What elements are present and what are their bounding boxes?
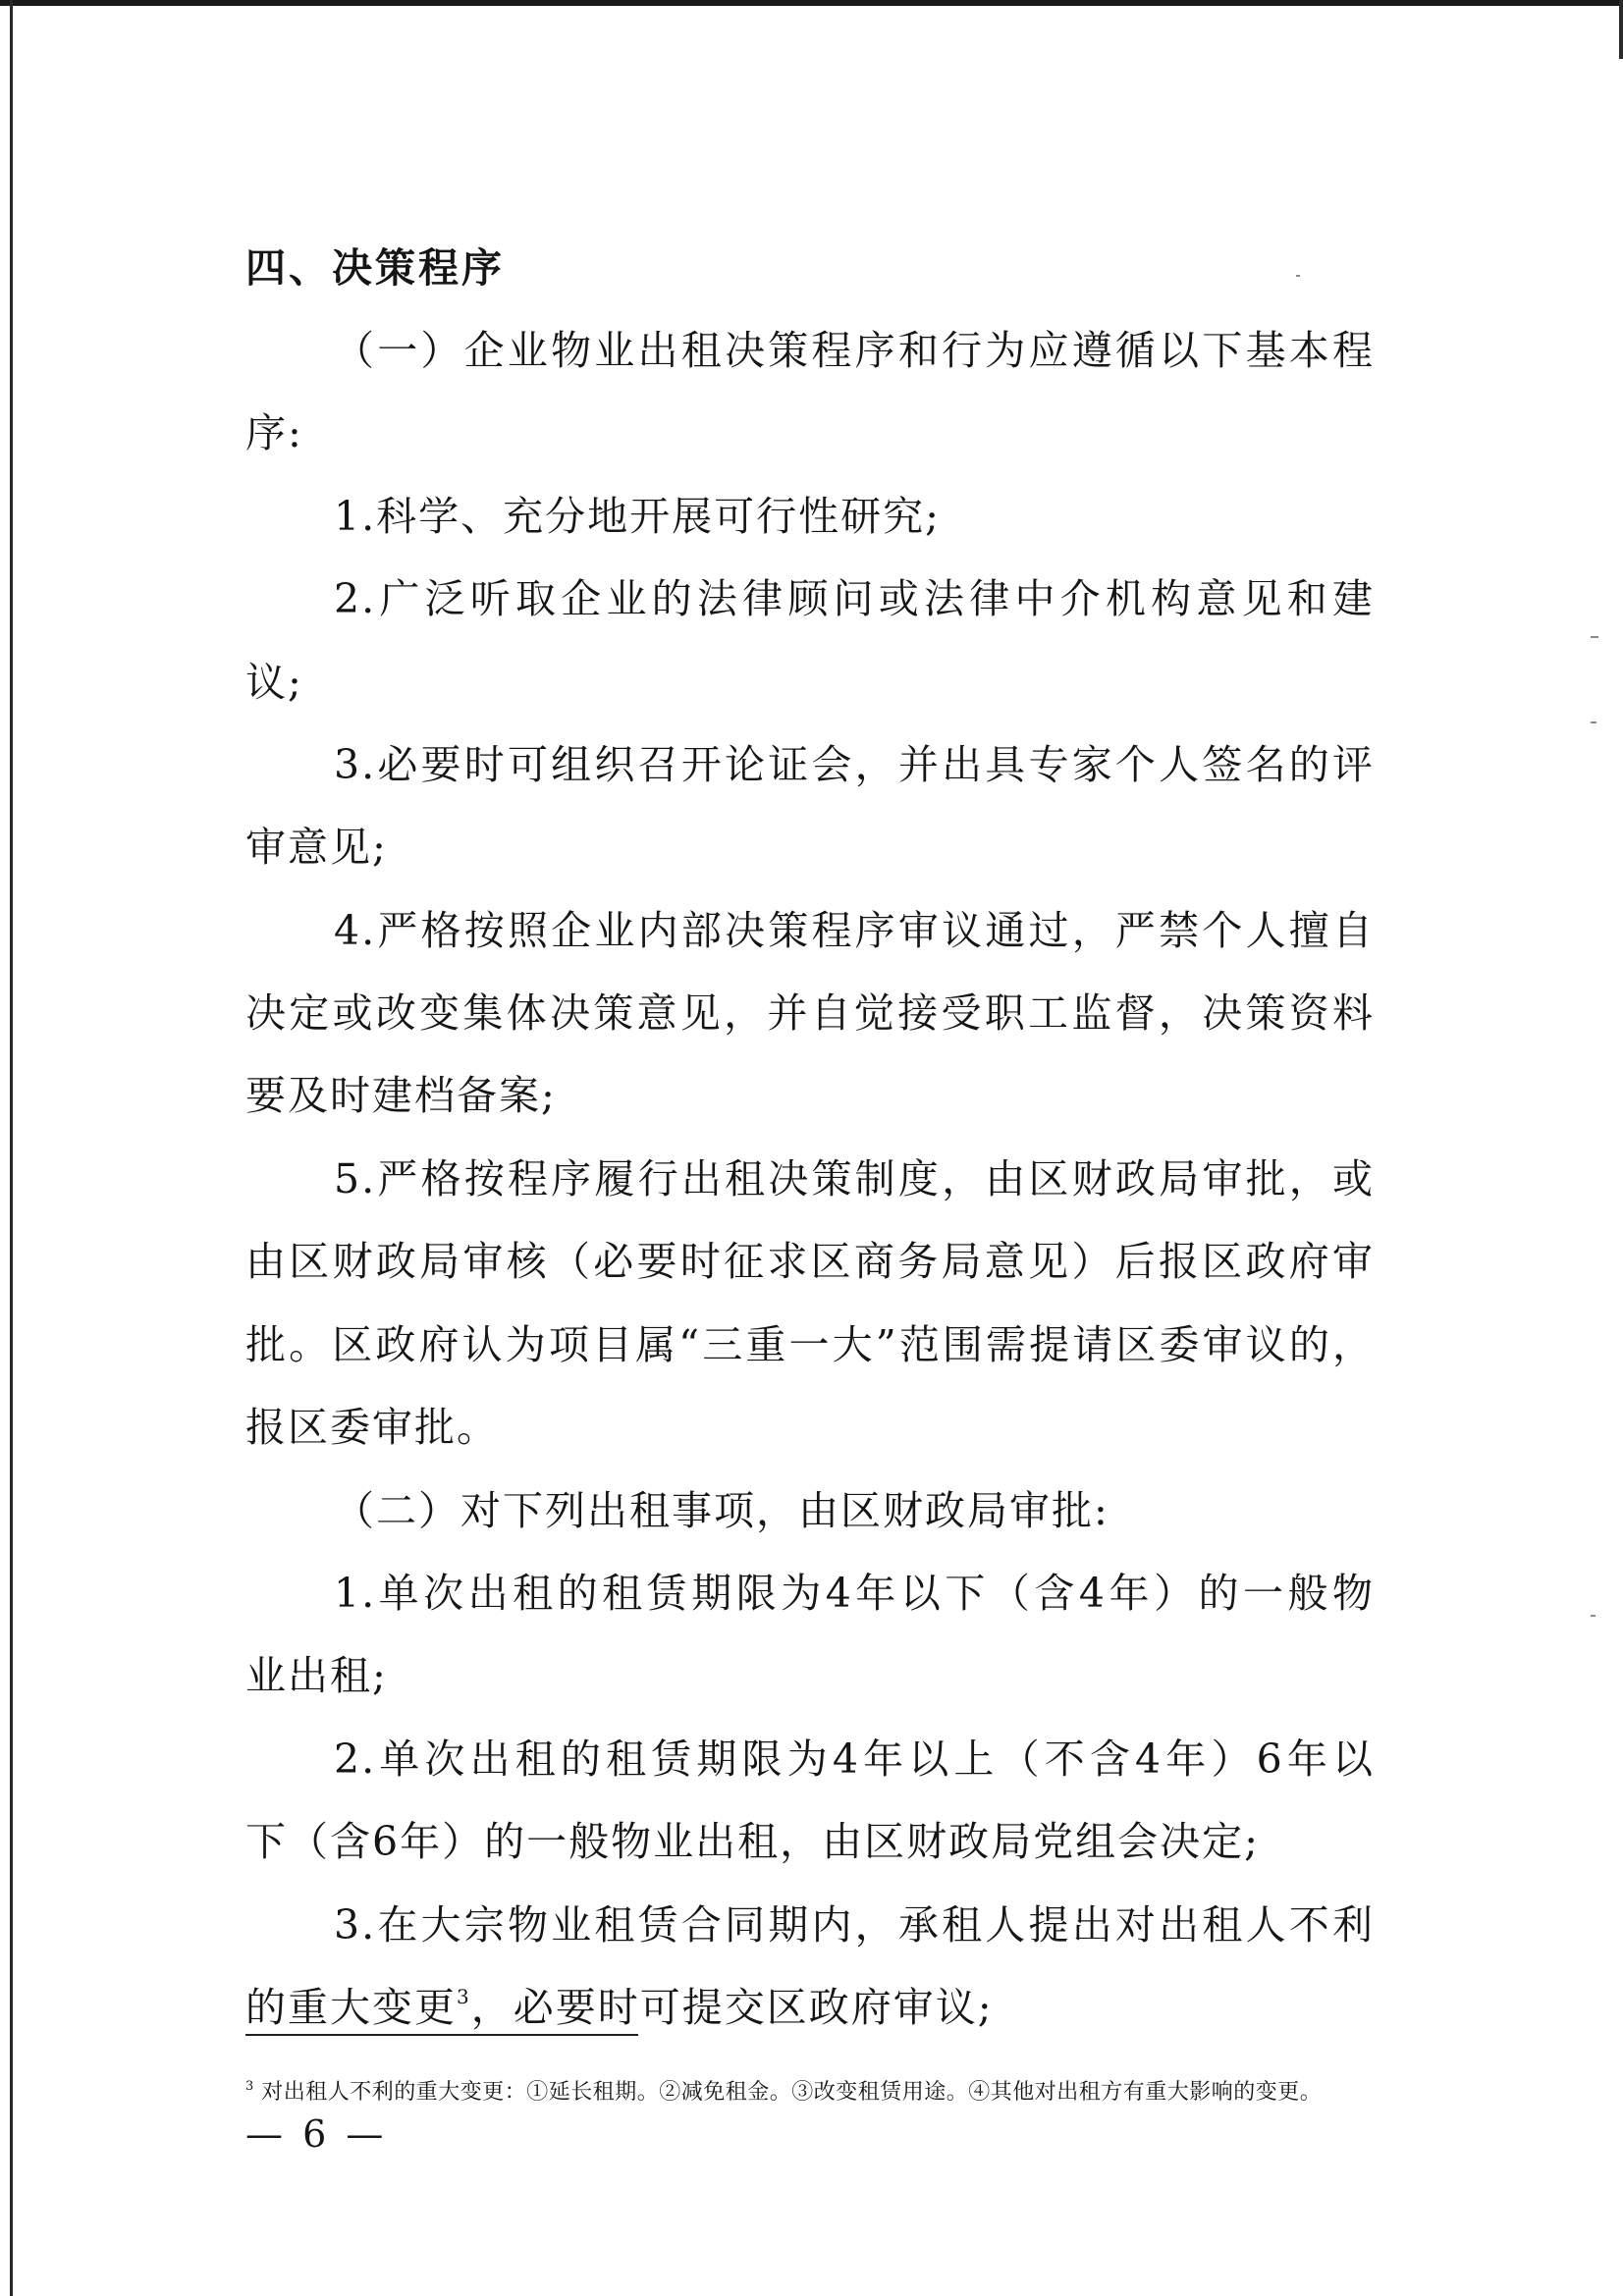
paragraph-line: 2.单次出租的租赁期限为4年以上（不含4年）6年以	[334, 1735, 1375, 1783]
paragraph-line: 下（含6年）的一般物业出租，由区财政局党组会决定;	[245, 1818, 1260, 1865]
paragraph-line: 3.必要时可组织召开论证会，并出具专家个人签名的评	[334, 741, 1375, 788]
paragraph-line: 4.严格按照企业内部决策程序审议通过，严禁个人擅自	[334, 907, 1375, 954]
paragraph-text: ，必要时可提交区政府审议;	[470, 1984, 994, 2031]
footnote-reference: 3	[457, 1985, 471, 2008]
paragraph-line: 业出租;	[245, 1652, 388, 1699]
footnote-divider	[245, 2034, 638, 2036]
paragraph-line: 2.广泛听取企业的法律顾问或法律中介机构意见和建	[334, 575, 1375, 622]
paragraph-line: 批。区政府认为项目属“三重一大”范围需提请区委审议的，	[245, 1321, 1375, 1368]
footnote-marker: 3	[245, 2079, 254, 2094]
scan-speck	[1296, 275, 1300, 277]
scan-speck	[1591, 721, 1596, 723]
paragraph-line: 议;	[245, 659, 303, 706]
scan-speck	[1591, 1615, 1596, 1617]
paragraph-text: 的重大变更	[245, 1984, 457, 2031]
paragraph-line: （一）企业物业出租决策程序和行为应遵循以下基本程	[334, 327, 1375, 374]
page-number: — 6 —	[245, 2112, 388, 2156]
paragraph-line-with-footnote	[245, 1983, 994, 2032]
scan-right-border	[1619, 0, 1623, 59]
paragraph-line: 5.严格按程序履行出租决策制度，由区财政局审批，或	[334, 1155, 1375, 1202]
paragraph-line: 1.科学、充分地开展可行性研究;	[334, 493, 941, 540]
paragraph-line: 报区委审批。	[245, 1404, 499, 1451]
scan-speck	[1591, 636, 1598, 638]
paragraph-line: 序:	[245, 409, 303, 456]
footnote-text: 对出租人不利的重大变更：①延长租期。②减免租金。③改变租赁用途。④其他对出租方有重大影响的变更。	[261, 2080, 1323, 2105]
paragraph-line: 审意见;	[245, 824, 388, 871]
paragraph-line: （二）对下列出租事项，由区财政局审批:	[334, 1487, 1109, 1534]
paragraph-line: 3.在大宗物业租赁合同期内，承租人提出对出租人不利	[334, 1901, 1375, 1949]
footnote	[245, 2079, 1322, 2107]
paragraph-line: 由区财政局审核（必要时征求区商务局意见）后报区政府审	[245, 1238, 1375, 1285]
paragraph-line: 1.单次出租的租赁期限为4年以下（含4年）的一般物	[334, 1570, 1375, 1617]
scan-top-border	[0, 0, 1623, 6]
paragraph-line: 要及时建档备案;	[245, 1072, 557, 1119]
paragraph-line: 决定或改变集体决策意见，并自觉接受职工监督，决策资料	[245, 989, 1375, 1037]
scan-left-border	[10, 0, 13, 2296]
section-heading: 四、决策程序	[245, 244, 505, 292]
